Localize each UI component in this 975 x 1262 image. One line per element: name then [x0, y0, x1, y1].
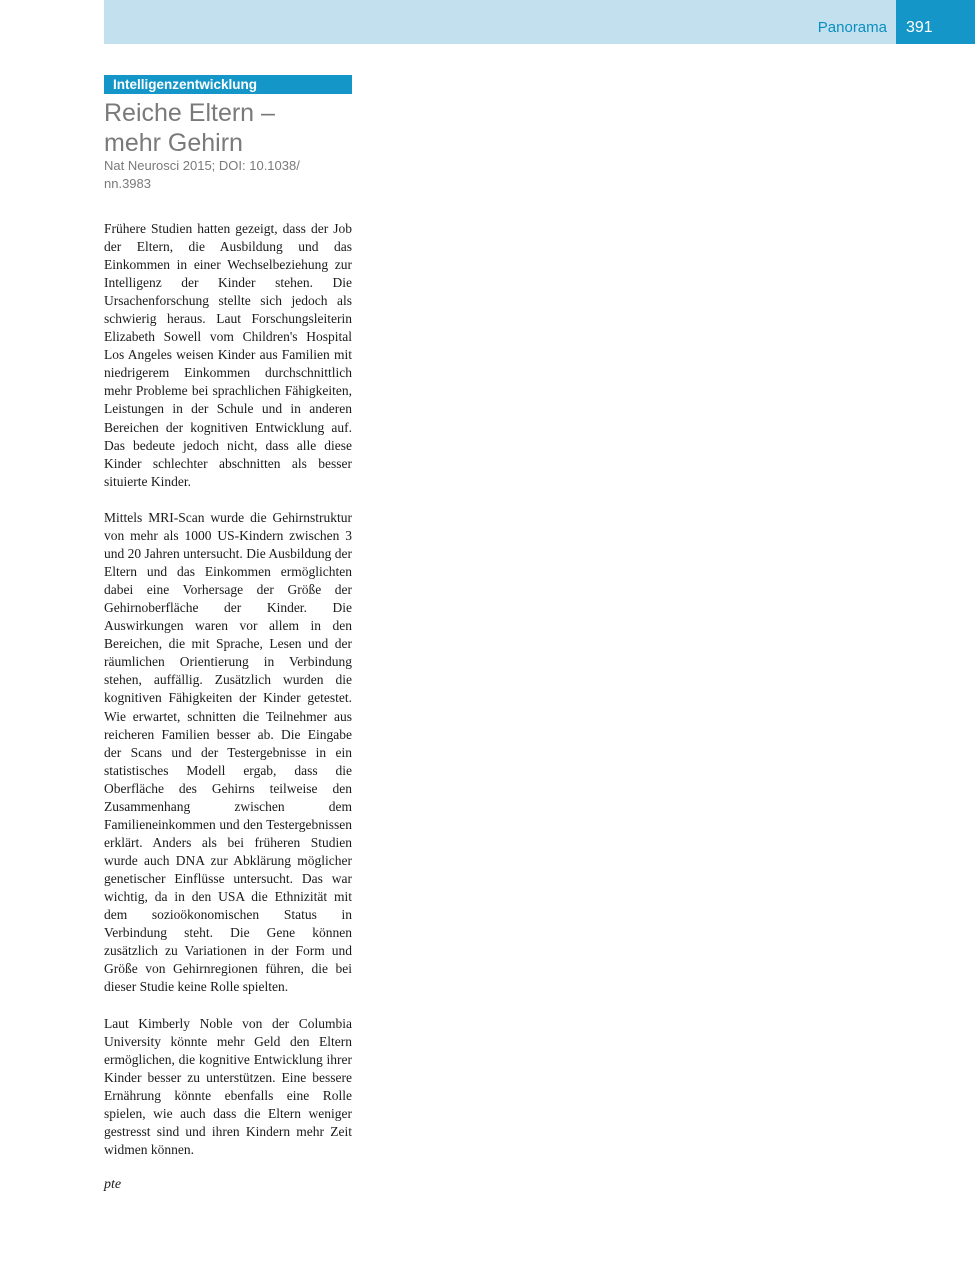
title-line-1: Reiche Eltern – — [104, 99, 275, 127]
article-paragraph-2: Mittels MRI-Scan wurde die Gehirnstruktur von mehr als 1000 US-Kindern zwischen 3 und 20 Jahren untersucht. Die Ausbildung der Eltern und das Einkommen ermöglichten dabei eine Vorhersage der Größe der Gehirnoberfläche der Kinder. Die Auswirkungen waren vor allem in den Bereichen, die mit Sprache, Lesen und der räumlichen Orientierung in Verbindung stehen, auffällig. Zusätzlich wurden die kognitiven Fähigkeiten der Kinder getestet. Wie erwartet, schnitten die Teilnehmer aus reicheren Familien besser ab. Die Eingabe der Scans und der Testergebnisse in ein statistisches Modell ergab, dass die Oberfläche des Gehirns teilweise den Zusammenhang zwischen dem Familieneinkommen und den Testergebnissen erklärt. Anders als bei früheren Studien wurde auch DNA zur Abklärung möglicher genetischer Einflüsse untersucht. Das war wichtig, da in den USA die Ethnizität mit dem sozioökonomischen Status in Verbindung steht. Die Gene können zusätzlich zu Variationen in der Form und Größe von Gehirnregionen führen, die bei dieser Studie keine Rolle spielten. — [104, 510, 352, 995]
article-author: pte — [104, 1177, 122, 1192]
article-paragraph-3: Laut Kimberly Noble von der Columbia University könnte mehr Geld den Eltern ermöglichen, die kognitive Entwicklung ihrer Kinder besser zu unterstützen. Eine bessere Ernährung könnte ebenfalls eine Rolle spielen, wie auch dass die Eltern weniger gestresst sind und ihren Kindern mehr Zeit widmen können. — [104, 1016, 352, 1158]
article-title — [104, 98, 364, 158]
page-number: 391 — [896, 0, 975, 44]
citation-line-2: nn.3983 — [104, 176, 151, 191]
article-kicker: Intelligenzentwicklung — [104, 75, 352, 94]
header-bar — [104, 0, 975, 44]
article-paragraph-1: Frühere Studien hatten gezeigt, dass der Job der Eltern, die Ausbildung und das Einkommen in einer Wechselbeziehung zur Intelligenz der Kinder stehen. Die Ursachenforschung stellte sich jedoch als schwierig heraus. Laut Forschungsleiterin Elizabeth Sowell vom Children's Hospital Los Angeles weisen Kinder aus Familien mit niedrigerem Einkommen durchschnittlich mehr Probleme bei sprachlichen Fähigkeiten, Leistungen in der Schule und in anderen Bereichen der kognitiven Entwicklung auf. Das bedeute jedoch nicht, dass alle diese Kinder schlechter abschnitten als besser situierte Kinder. — [104, 221, 352, 489]
section-label: Panorama — [817, 19, 887, 36]
article-citation — [104, 157, 334, 193]
title-line-2: mehr Gehirn — [104, 129, 243, 157]
citation-line-1: Nat Neurosci 2015; DOI: 10.1038/ — [104, 158, 300, 173]
